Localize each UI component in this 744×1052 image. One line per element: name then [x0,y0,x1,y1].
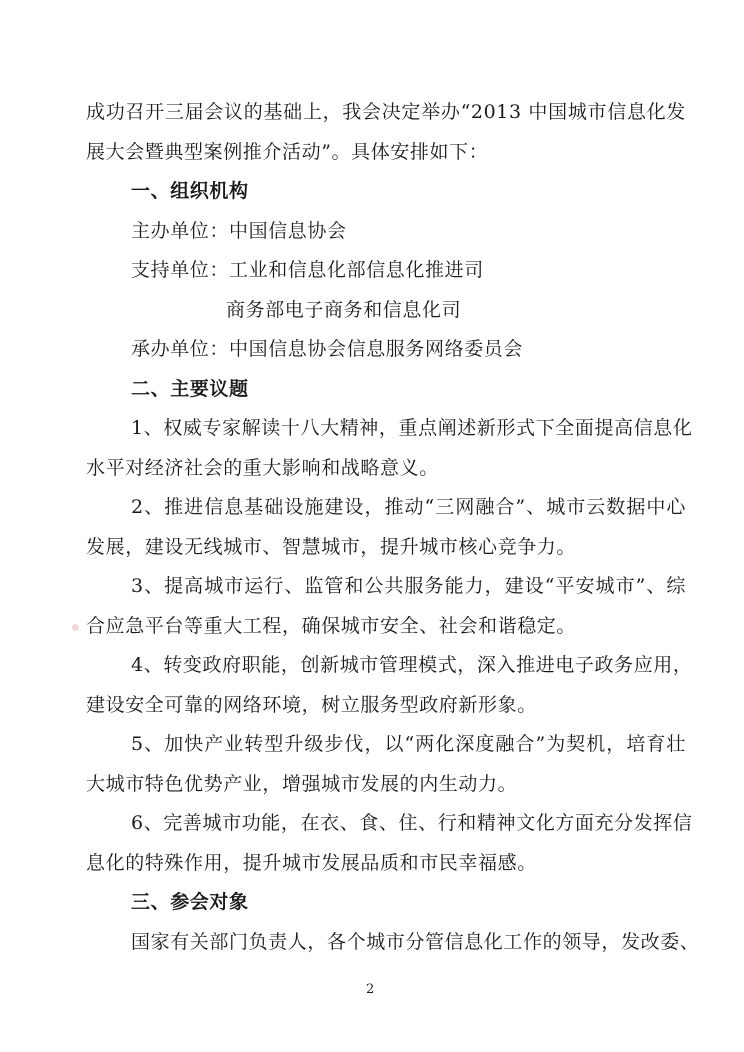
intro-line-2: 展大会暨典型案例推介活动”。具体安排如下： [86,140,489,163]
topic-2-line-2: 发展，建设无线城市、智慧城市，提升城市核心竞争力。 [86,535,577,558]
support-unit-2: 商务部电子商务和信息化司 [226,298,462,321]
section-heading-organization: 一、组织机构 [131,180,249,203]
topic-1-line-2: 水平对经济社会的重大影响和战略意义。 [86,456,439,479]
topic-6-line-1: 6、完善城市功能，在衣、食、住、行和精神文化方面充分发挥信 [131,812,693,835]
page-number: 2 [366,982,375,997]
attendees-text: 国家有关部门负责人，各个城市分管信息化工作的领导，发改委、 [131,931,700,953]
host-unit: 主办单位：中国信息协会 [131,219,347,242]
topic-4-line-1: 4、转变政府职能，创新城市管理模式，深入推进电子政务应用， [131,654,693,677]
topic-3-line-2: 合应急平台等重大工程，确保城市安全、社会和谐稳定。 [86,614,577,637]
topic-1-line-1: 1、权威专家解读十八大精神，重点阐述新形式下全面提高信息化 [131,417,693,440]
section-heading-attendees: 三、参会对象 [131,891,249,914]
topic-5-line-2: 大城市特色优势产业，增强城市发展的内生动力。 [86,772,518,795]
topic-2-line-1: 2、推进信息基础设施建设，推动“三网融合”、城市云数据中心 [131,496,686,519]
support-unit-1: 支持单位：工业和信息化部信息化推进司 [131,259,484,282]
section-heading-topics: 二、主要议题 [131,377,249,400]
topic-3-line-1: 3、提高城市运行、监管和公共服务能力，建设“平安城市”、综 [131,575,686,598]
topic-6-line-2: 息化的特殊作用，提升城市发展品质和市民幸福感。 [86,851,537,874]
organizer-unit: 承办单位：中国信息协会信息服务网络委员会 [131,338,524,361]
scan-speck [72,624,79,631]
intro-line-1: 成功召开三届会议的基础上，我会决定举办“2013 中国城市信息化发 [86,101,686,123]
topic-4-line-2: 建设安全可靠的网络环境，树立服务型政府新形象。 [86,693,537,716]
topic-5-line-1: 5、加快产业转型升级步伐，以“两化深度融合”为契机，培育壮 [131,733,686,756]
